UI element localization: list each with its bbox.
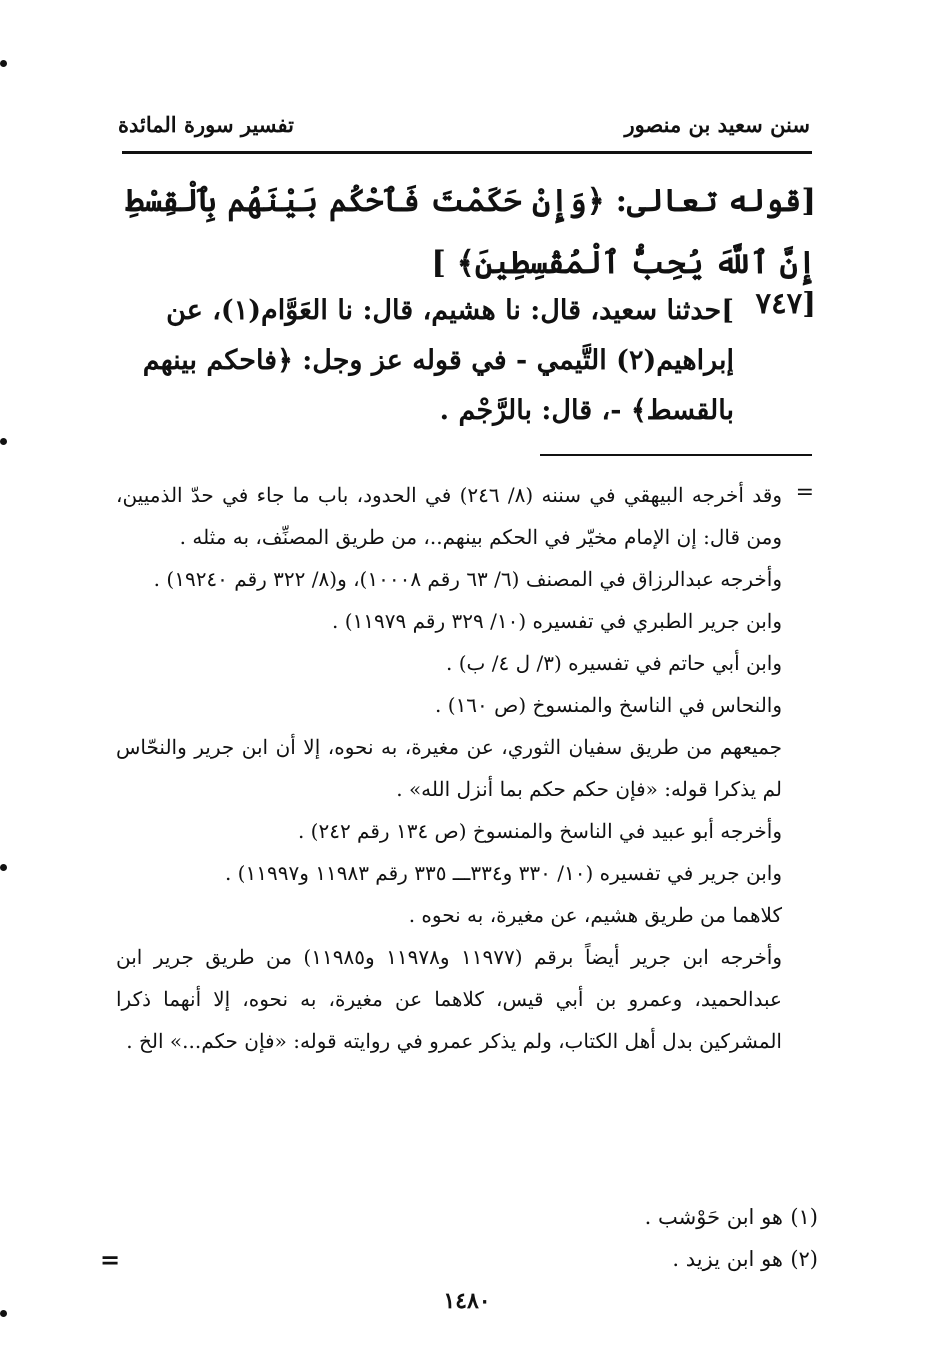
hadith-text: ]حدثنا سعيد، قال: نا هشيم، قال: نا العَوَّام(١)، عن إبراهيم(٢) التَّيمي - في قوله عز وجل: ﴿فاحكم بينهم بالقسط﴾ -، قال: بالرَّجْم .: [142, 295, 734, 426]
scan-speck: [0, 438, 7, 445]
note-paragraph: والنحاس في الناسخ والمنسوخ (ص ١٦٠) .: [435, 693, 782, 717]
note-paragraph: وابن جرير الطبري في تفسيره (١٠/ ٣٢٩ رقم ١١٩٧٩) .: [331, 609, 782, 633]
page-number: ١٤٨٠: [443, 1288, 491, 1314]
side-mark: =: [100, 1245, 121, 1274]
note-paragraph: وأخرجه أبو عبيد في الناسخ والمنسوخ (ص ١٣٤ رقم ٢٤٢) .: [297, 819, 782, 843]
note-paragraph: وابن أبي حاتم في تفسيره (٣/ ل ٤/ ب) .: [446, 651, 782, 675]
continuation-mark: =: [795, 480, 814, 505]
note-paragraph: وأخرجه ابن جرير أيضاً برقم (١١٩٧٧ و١١٩٧٨ و١١٩٨٥) من طريق جرير ابن عبدالحميد، وعمرو بن أبي قيس، كلاهما عن مغيرة، به نحوه، إلا أنهما ذكرا المشركين بدل أهل الكتاب، ولم يذكر عمرو في روايته قوله: «فإن حكم...» الخ .: [116, 945, 783, 1053]
footnotes: [116, 1196, 818, 1280]
footnote-number: (١): [790, 1205, 818, 1229]
footnote-2: [116, 1238, 818, 1280]
running-header-book-title: سنن سعيد بن منصور: [624, 112, 810, 137]
note-paragraph: وقد أخرجه البيهقي في سننه (٨/ ٢٤٦) في الحدود، باب ما جاء في حدّ الذميين، ومن قال: إن الإمام مخيّر في الحكم بينهم..، من طريق المصنِّف، به مثله .: [116, 483, 782, 549]
scan-speck: [0, 60, 7, 67]
verse-heading: [قوله تعالى: ﴿وَإِنْ حَكَمْتَ فَٱحْكُم بَيْنَهُم بِٱلْقِسْطِ إِنَّ ٱللَّهَ يُحِبُّ ٱلْمُقْسِطِينَ﴾ ]: [125, 183, 816, 281]
note-paragraph: وأخرجه عبدالرزاق في المصنف (٦/ ٦٣ رقم ١٠٠٠٨)، و(٨/ ٣٢٢ رقم ١٩٢٤٠) .: [153, 567, 782, 591]
footnote-separator: [540, 454, 812, 456]
footnote-number: (٢): [790, 1247, 818, 1271]
footnote-1: [116, 1196, 818, 1238]
running-header-section-title: تفسير سورة المائدة: [118, 112, 294, 137]
scan-speck: [0, 864, 7, 871]
footnote-text: هو ابن حَوْشب .: [644, 1205, 783, 1229]
takhrij-notes: [116, 474, 782, 1062]
scan-speck: [0, 1310, 7, 1317]
footnote-text: هو ابن يزيد .: [672, 1247, 783, 1271]
header-rule: [122, 151, 812, 154]
note-paragraph: جميعهم من طريق سفيان الثوري، عن مغيرة، به نحوه، إلا أن ابن جرير والنحّاس لم يذكرا قوله: «فإن حكم حكم بما أنزل الله» .: [116, 735, 782, 801]
note-paragraph: كلاهما من طريق هشيم، عن مغيرة، به نحوه .: [408, 903, 782, 927]
hadith-number: [٧٤٧: [755, 286, 816, 320]
note-paragraph: وابن جرير في تفسيره (١٠/ ٣٣٠ و٣٣٤ـــ ٣٣٥ رقم ١١٩٨٣ و١١٩٩٧) .: [224, 861, 782, 885]
